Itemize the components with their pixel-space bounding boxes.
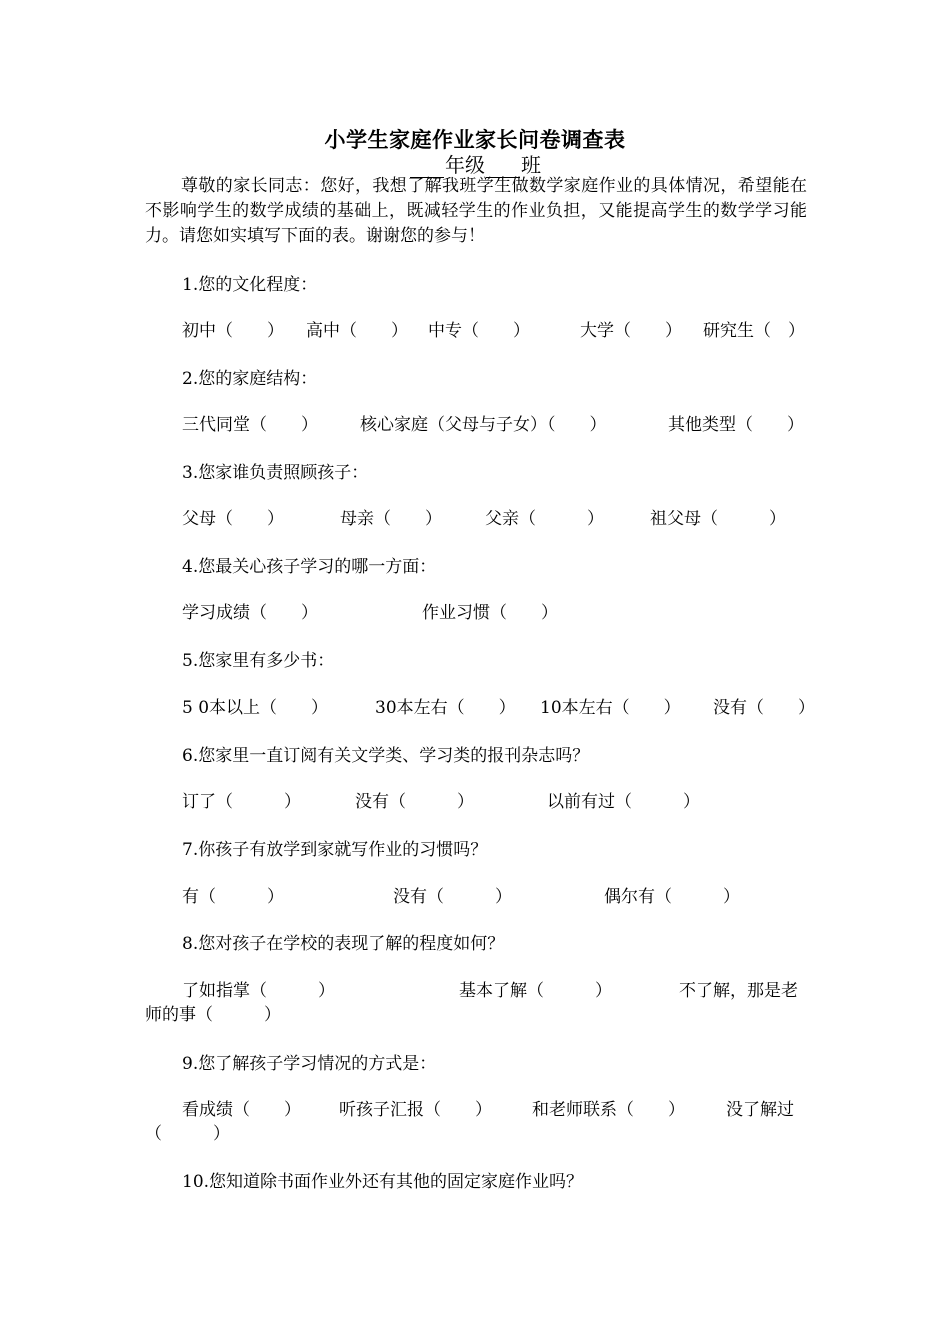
question-9: 9.您了解孩子学习情况的方式是：: [182, 1054, 437, 1074]
q1-option-high-school[interactable]: 高中（ ）: [306, 321, 408, 341]
q1-option-graduate[interactable]: 研究生（ ）: [703, 321, 805, 341]
q3-option-grandparents[interactable]: 祖父母（ ）: [650, 509, 786, 529]
q8-option-know-well[interactable]: 了如指掌（ ）: [182, 981, 335, 1001]
question-8: 8.您对孩子在学校的表现了解的程度如何？: [182, 934, 505, 954]
q9-option-never[interactable]: 没了解过: [726, 1100, 794, 1120]
q3-option-parents[interactable]: 父母（ ）: [182, 509, 284, 529]
question-4: 4.您最关心孩子学习的哪一方面：: [182, 557, 437, 577]
q9-option-grades[interactable]: 看成绩（ ）: [182, 1100, 301, 1120]
q8-option-not-know-continued: 师的事（ ）: [145, 1005, 281, 1025]
q2-option-other[interactable]: 其他类型（ ）: [668, 415, 804, 435]
class-label: 班: [521, 153, 541, 177]
q9-option-child-report[interactable]: 听孩子汇报（ ）: [339, 1100, 492, 1120]
q1-option-vocational[interactable]: 中专（ ）: [428, 321, 530, 341]
q7-option-no[interactable]: 没有（ ）: [393, 887, 512, 907]
question-5: 5.您家里有多少书：: [182, 651, 335, 671]
q7-option-yes[interactable]: 有（ ）: [182, 887, 284, 907]
grade-label: 年级: [445, 153, 485, 177]
q5-option-none[interactable]: 没有（ ）: [713, 698, 815, 718]
q2-option-nuclear-family[interactable]: 核心家庭（父母与子女）（ ）: [360, 415, 607, 435]
question-2: 2.您的家庭结构：: [182, 369, 318, 389]
q3-option-mother[interactable]: 母亲（ ）: [340, 509, 442, 529]
q9-option-never-continued: （ ）: [145, 1124, 230, 1144]
page-title: 小学生家庭作业家长问卷调查表: [324, 127, 626, 152]
q4-option-homework-habits[interactable]: 作业习惯（ ）: [422, 603, 558, 623]
q6-option-no[interactable]: 没有（ ）: [355, 792, 474, 812]
question-6: 6.您家里一直订阅有关文学类、学习类的报刊杂志吗？: [182, 746, 590, 766]
q8-option-basic[interactable]: 基本了解（ ）: [459, 981, 612, 1001]
question-10: 10.您知道除书面作业外还有其他的固定家庭作业吗？: [182, 1172, 584, 1192]
q5-option-50-plus[interactable]: 5 0本以上（ ）: [182, 698, 329, 718]
intro-paragraph: 尊敬的家长同志：您好，我想了解我班学生做数学家庭作业的具体情况，希望能在不影响学生的数学成绩的基础上，既减轻学生的作业负担，又能提高学生的数学学习能力。请您如实填写下面的表。谢谢您的参与！: [145, 176, 807, 246]
q8-option-not-know[interactable]: 不了解，那是老: [679, 981, 798, 1001]
q6-option-subscribed[interactable]: 订了（ ）: [182, 792, 301, 812]
q5-option-about-10[interactable]: 10本左右（ ）: [540, 698, 681, 718]
q7-option-sometimes[interactable]: 偶尔有（ ）: [604, 887, 740, 907]
question-3: 3.您家谁负责照顾孩子：: [182, 463, 369, 483]
question-1: 1.您的文化程度：: [182, 275, 318, 295]
q2-option-three-generations[interactable]: 三代同堂（ ）: [182, 415, 318, 435]
q5-option-about-30[interactable]: 30本左右（ ）: [375, 698, 516, 718]
question-7: 7.你孩子有放学到家就写作业的习惯吗？: [182, 840, 488, 860]
q1-option-junior-high[interactable]: 初中（ ）: [182, 321, 284, 341]
q9-option-contact-teacher[interactable]: 和老师联系（ ）: [532, 1100, 685, 1120]
q3-option-father[interactable]: 父亲（ ）: [485, 509, 604, 529]
q1-option-university[interactable]: 大学（ ）: [580, 321, 682, 341]
q4-option-grades[interactable]: 学习成绩（ ）: [182, 603, 318, 623]
q6-option-previously[interactable]: 以前有过（ ）: [547, 792, 700, 812]
